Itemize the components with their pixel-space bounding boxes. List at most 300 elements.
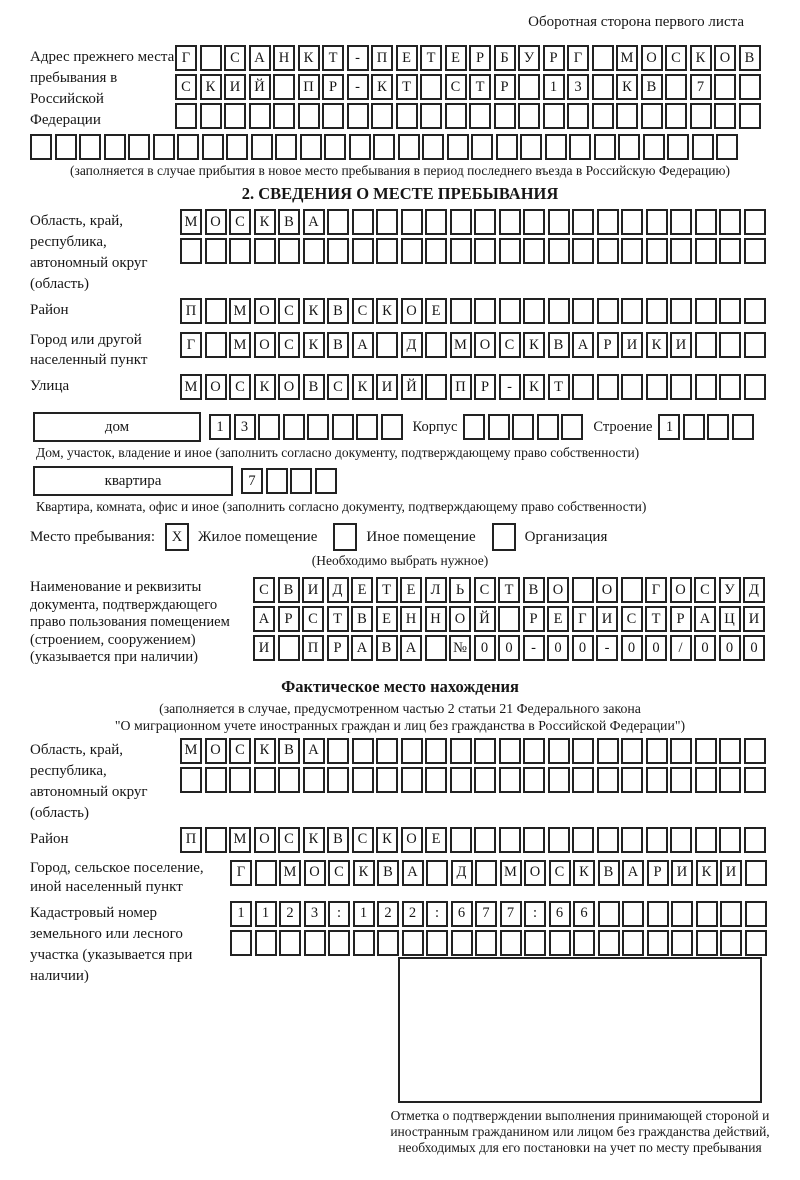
form-cell [315, 468, 337, 494]
form-cell: К [696, 860, 718, 886]
form-cell [719, 298, 741, 324]
form-cell: А [402, 860, 424, 886]
form-cell: А [303, 738, 325, 764]
form-cell [569, 134, 591, 160]
form-cell: С [229, 738, 251, 764]
form-cell [425, 332, 447, 358]
form-cell [520, 134, 542, 160]
form-cell [518, 74, 540, 100]
city-row [180, 332, 766, 358]
form-cell: Е [396, 45, 418, 71]
stay-type-note: (Необходимо выбрать нужное) [311, 553, 489, 568]
form-cell [275, 134, 297, 160]
form-cell [474, 298, 496, 324]
form-cell: В [377, 860, 399, 886]
form-cell: И [621, 332, 643, 358]
form-cell: Т [420, 45, 442, 71]
form-cell: 0 [694, 635, 716, 661]
form-cell: Д [327, 577, 349, 603]
form-cell [475, 930, 497, 956]
form-cell: 1 [230, 901, 252, 927]
form-cell [401, 209, 423, 235]
form-cell [324, 134, 346, 160]
form-cell [426, 930, 448, 956]
form-cell [695, 827, 717, 853]
form-cell [537, 414, 559, 440]
form-cell [279, 930, 301, 956]
document-row-3 [253, 635, 765, 661]
form-cell: Б [494, 45, 516, 71]
form-cell: О [474, 332, 496, 358]
stay-option-other-label: Иное помещение [366, 528, 476, 545]
form-cell [469, 103, 491, 129]
form-cell: Р [278, 606, 300, 632]
stay-checkbox-organization [492, 523, 516, 551]
cadastral-row-1 [230, 901, 767, 927]
form-cell [402, 930, 424, 956]
form-cell: 0 [621, 635, 643, 661]
form-cell: А [694, 606, 716, 632]
form-cell [646, 238, 668, 264]
form-cell: 0 [645, 635, 667, 661]
form-cell: С [621, 606, 643, 632]
form-cell [278, 635, 300, 661]
form-cell [104, 134, 126, 160]
form-cell [445, 103, 467, 129]
form-cell: К [371, 74, 393, 100]
form-cell [376, 767, 398, 793]
actual-district-label: Район [30, 830, 69, 847]
form-cell [322, 103, 344, 129]
actual-region-grid [180, 738, 766, 793]
form-cell: К [523, 374, 545, 400]
form-cell: К [298, 45, 320, 71]
form-cell [450, 738, 472, 764]
form-cell [646, 374, 668, 400]
form-cell [420, 103, 442, 129]
form-cell [353, 930, 375, 956]
form-cell [266, 468, 288, 494]
form-cell [744, 209, 766, 235]
form-cell [205, 298, 227, 324]
form-cell: А [303, 209, 325, 235]
form-cell: А [253, 606, 275, 632]
form-cell [561, 414, 583, 440]
form-cell: А [249, 45, 271, 71]
form-cell [474, 209, 496, 235]
form-cell [523, 238, 545, 264]
form-cell: М [180, 209, 202, 235]
form-cell: Ц [719, 606, 741, 632]
form-cell: М [180, 738, 202, 764]
form-cell [643, 134, 665, 160]
form-cell [695, 767, 717, 793]
form-cell [499, 827, 521, 853]
form-cell [739, 74, 761, 100]
form-cell: 7 [690, 74, 712, 100]
form-cell [719, 209, 741, 235]
prev-address-label: Адрес прежнего места пребывания в Российской Федерации [30, 49, 175, 128]
form-cell [621, 209, 643, 235]
form-cell [646, 827, 668, 853]
document-field [30, 577, 770, 667]
form-cell: О [449, 606, 471, 632]
form-cell [230, 930, 252, 956]
form-cell [474, 238, 496, 264]
form-cell [327, 238, 349, 264]
form-cell [327, 767, 349, 793]
form-cell: П [450, 374, 472, 400]
form-cell [376, 238, 398, 264]
form-cell [425, 374, 447, 400]
form-cell: 2 [402, 901, 424, 927]
stay-option-residential-label: Жилое помещение [198, 528, 318, 545]
form-cell [474, 738, 496, 764]
form-cell [572, 827, 594, 853]
form-cell: Т [645, 606, 667, 632]
form-cell: 0 [719, 635, 741, 661]
form-cell [450, 827, 472, 853]
prev-address-row-1 [175, 45, 761, 71]
form-cell [303, 767, 325, 793]
form-cell: Е [547, 606, 569, 632]
form-cell [744, 374, 766, 400]
stroenie-label: Строение [593, 418, 653, 435]
form-cell [696, 930, 718, 956]
form-cell: 7 [500, 901, 522, 927]
form-cell [695, 209, 717, 235]
actual-location-note-2: "О миграционном учете иностранных граждан и лиц без гражданства в Российской Федерации") [114, 717, 686, 733]
form-cell [719, 238, 741, 264]
form-cell [425, 209, 447, 235]
form-cell [474, 827, 496, 853]
form-cell [573, 930, 595, 956]
form-cell: О [304, 860, 326, 886]
form-cell [572, 738, 594, 764]
form-cell [371, 103, 393, 129]
form-cell [229, 767, 251, 793]
form-cell [744, 738, 766, 764]
form-cell [732, 414, 754, 440]
form-cell: О [205, 738, 227, 764]
form-cell [720, 901, 742, 927]
form-cell [202, 134, 224, 160]
form-cell [719, 738, 741, 764]
form-cell [226, 134, 248, 160]
form-cell: К [200, 74, 222, 100]
form-cell [548, 238, 570, 264]
form-cell: К [303, 332, 325, 358]
form-cell [545, 134, 567, 160]
form-cell [621, 738, 643, 764]
form-cell [695, 374, 717, 400]
form-cell: А [352, 332, 374, 358]
form-cell [425, 767, 447, 793]
form-cell [447, 134, 469, 160]
form-cell: 3 [567, 74, 589, 100]
form-cell [298, 103, 320, 129]
form-cell: Г [175, 45, 197, 71]
region-grid [180, 209, 766, 264]
form-cell [671, 901, 693, 927]
form-cell: В [327, 827, 349, 853]
form-cell [229, 238, 251, 264]
form-cell: К [353, 860, 375, 886]
form-cell [665, 74, 687, 100]
form-cell: П [302, 635, 324, 661]
form-cell: Н [400, 606, 422, 632]
cadastral-grid [230, 901, 767, 956]
form-cell [618, 134, 640, 160]
form-cell [475, 860, 497, 886]
form-cell [692, 134, 714, 160]
form-cell [352, 209, 374, 235]
form-cell: - [347, 74, 369, 100]
form-cell: Ь [449, 577, 471, 603]
region-field [30, 209, 770, 295]
form-cell: П [180, 298, 202, 324]
form-cell [572, 209, 594, 235]
form-cell: Т [376, 577, 398, 603]
form-cell: С [278, 332, 300, 358]
form-cell [616, 103, 638, 129]
form-cell: К [376, 827, 398, 853]
form-cell: Р [474, 374, 496, 400]
form-cell [572, 238, 594, 264]
form-cell [670, 767, 692, 793]
form-cell: К [303, 827, 325, 853]
form-cell [744, 332, 766, 358]
stamp-box [398, 957, 762, 1103]
form-cell [496, 134, 518, 160]
form-cell [278, 767, 300, 793]
form-cell [670, 374, 692, 400]
form-cell: О [254, 827, 276, 853]
form-cell [594, 134, 616, 160]
form-cell [205, 767, 227, 793]
form-cell: В [641, 74, 663, 100]
region-row-2 [180, 238, 766, 264]
form-cell [450, 767, 472, 793]
apartment-caption: Квартира, комната, офис и иное (заполнить согласно документу, подтверждающему право собственности) [36, 499, 647, 514]
form-cell: 1 [209, 414, 231, 440]
form-cell [592, 103, 614, 129]
form-cell [523, 298, 545, 324]
document-row-1 [253, 577, 765, 603]
form-cell [523, 738, 545, 764]
form-cell [567, 103, 589, 129]
form-cell [349, 134, 371, 160]
page-corner-note: Оборотная сторона первого листа [528, 14, 744, 30]
form-cell [425, 635, 447, 661]
form-cell: С [499, 332, 521, 358]
form-cell: Р [322, 74, 344, 100]
form-cell [667, 134, 689, 160]
form-cell [523, 827, 545, 853]
prev-address-grid [175, 45, 761, 129]
actual-region-label: Область, край, республика, автономный округ (область) [30, 741, 148, 821]
actual-region-field [30, 738, 770, 824]
form-cell [352, 767, 374, 793]
form-cell [683, 414, 705, 440]
form-cell [714, 74, 736, 100]
form-cell: М [180, 374, 202, 400]
form-cell [498, 606, 520, 632]
form-cell [474, 767, 496, 793]
form-cell [499, 209, 521, 235]
form-cell [641, 103, 663, 129]
form-cell [499, 767, 521, 793]
form-cell [572, 298, 594, 324]
form-cell: О [254, 298, 276, 324]
form-cell: С [253, 577, 275, 603]
form-cell [200, 45, 222, 71]
form-cell [695, 298, 717, 324]
form-cell: С [328, 860, 350, 886]
form-cell: Г [572, 606, 594, 632]
form-cell: К [690, 45, 712, 71]
form-cell [153, 134, 175, 160]
form-cell [597, 827, 619, 853]
form-cell: С [224, 45, 246, 71]
form-cell: С [694, 577, 716, 603]
form-cell [572, 374, 594, 400]
form-cell: К [523, 332, 545, 358]
district-row [180, 298, 766, 324]
form-cell [290, 468, 312, 494]
form-cell: С [175, 74, 197, 100]
form-cell [518, 103, 540, 129]
form-cell: И [596, 606, 618, 632]
form-cell [744, 827, 766, 853]
form-cell: В [548, 332, 570, 358]
form-cell [304, 930, 326, 956]
form-cell [646, 298, 668, 324]
house-number-cells [209, 414, 403, 440]
form-cell [714, 103, 736, 129]
form-cell [177, 134, 199, 160]
form-cell [376, 738, 398, 764]
form-cell [524, 930, 546, 956]
form-cell: И [376, 374, 398, 400]
form-cell: А [400, 635, 422, 661]
apartment-cells [241, 468, 337, 494]
form-cell [303, 238, 325, 264]
form-cell [719, 767, 741, 793]
form-cell [720, 930, 742, 956]
cadastral-row-2 [230, 930, 767, 956]
form-cell: Р [327, 635, 349, 661]
form-cell: К [616, 74, 638, 100]
form-cell [128, 134, 150, 160]
form-cell: Е [445, 45, 467, 71]
form-cell [646, 738, 668, 764]
form-cell: 6 [451, 901, 473, 927]
stay-type-label: Место пребывания: [30, 528, 155, 545]
form-cell: К [646, 332, 668, 358]
form-cell: : [426, 901, 448, 927]
form-cell: И [720, 860, 742, 886]
form-cell: Г [230, 860, 252, 886]
form-cell: И [743, 606, 765, 632]
form-cell [332, 414, 354, 440]
form-cell [328, 930, 350, 956]
form-cell: А [351, 635, 373, 661]
form-cell: Н [425, 606, 447, 632]
street-field [30, 374, 770, 400]
form-cell: В [303, 374, 325, 400]
document-row-2 [253, 606, 765, 632]
form-cell: Т [396, 74, 418, 100]
form-cell [548, 827, 570, 853]
form-cell: О [401, 827, 423, 853]
form-cell [377, 930, 399, 956]
form-cell: 0 [474, 635, 496, 661]
form-cell [621, 827, 643, 853]
form-cell [373, 134, 395, 160]
form-cell: В [351, 606, 373, 632]
form-cell [597, 767, 619, 793]
korpus-cells [463, 414, 583, 440]
form-cell: О [254, 332, 276, 358]
actual-region-row-2 [180, 767, 766, 793]
form-cell [622, 901, 644, 927]
form-cell [670, 298, 692, 324]
city-field [30, 328, 770, 370]
form-cell: В [739, 45, 761, 71]
form-cell [499, 238, 521, 264]
form-cell [30, 134, 52, 160]
form-cell: Р [670, 606, 692, 632]
form-cell: 7 [241, 468, 263, 494]
form-cell: М [279, 860, 301, 886]
form-cell: Р [494, 74, 516, 100]
form-cell: Й [249, 74, 271, 100]
form-cell: В [278, 738, 300, 764]
form-cell [665, 103, 687, 129]
form-cell [646, 209, 668, 235]
form-cell [512, 414, 534, 440]
form-cell [79, 134, 101, 160]
form-cell [450, 209, 472, 235]
form-cell: К [254, 374, 276, 400]
form-cell: - [347, 45, 369, 71]
form-cell: К [303, 298, 325, 324]
form-cell: К [352, 374, 374, 400]
form-cell: К [254, 209, 276, 235]
form-cell: О [641, 45, 663, 71]
form-cell [499, 738, 521, 764]
form-cell: М [450, 332, 472, 358]
form-cell [598, 901, 620, 927]
form-cell [249, 103, 271, 129]
form-cell [592, 45, 614, 71]
stay-type-row [30, 523, 770, 551]
form-cell: 0 [743, 635, 765, 661]
form-cell [352, 238, 374, 264]
form-cell [543, 103, 565, 129]
form-cell: Г [567, 45, 589, 71]
form-cell [347, 103, 369, 129]
form-cell: - [596, 635, 618, 661]
form-cell: 7 [475, 901, 497, 927]
actual-district-field [30, 827, 770, 853]
form-cell [745, 901, 767, 927]
form-cell [598, 930, 620, 956]
form-cell [597, 298, 619, 324]
form-cell: 1 [658, 414, 680, 440]
form-cell: Д [401, 332, 423, 358]
